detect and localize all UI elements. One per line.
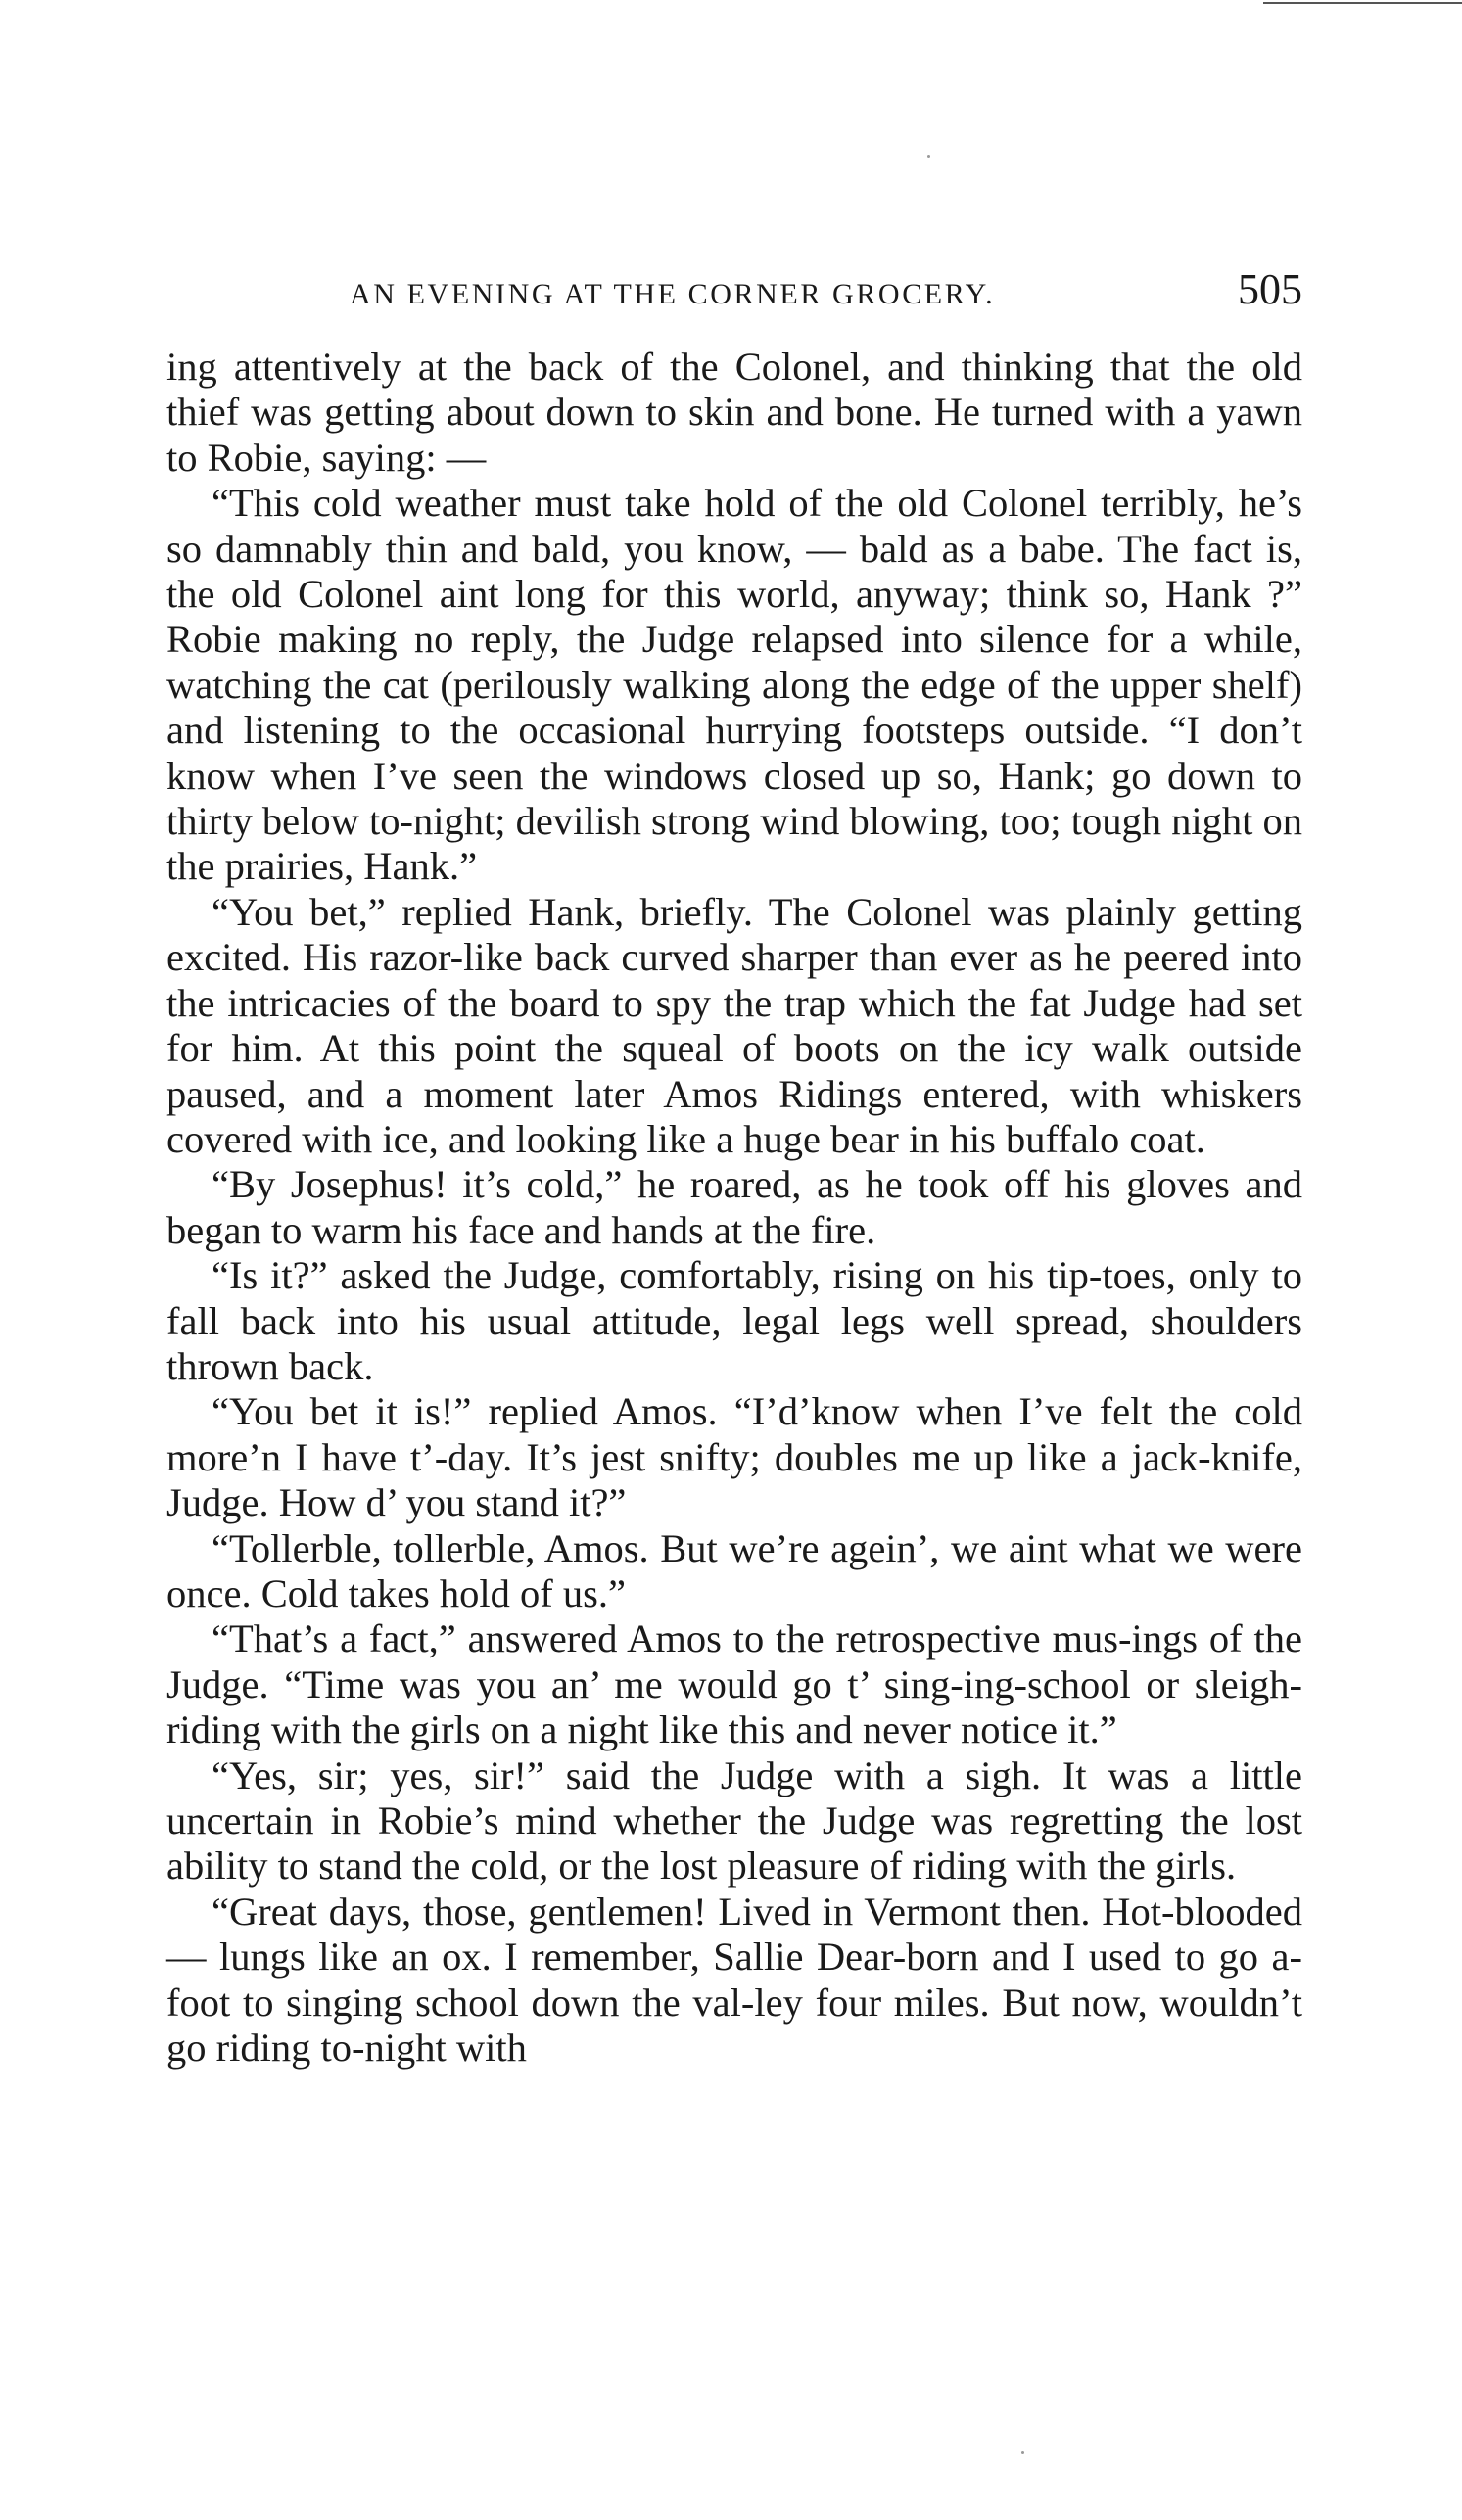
page-header <box>166 264 1302 323</box>
top-edge-rule <box>1263 2 1462 4</box>
paragraph-1: ing attentively at the back of the Colonel, and thinking that the old thief was getting about down to skin and bone. He turned with a yawn to Robie, saying: — <box>166 345 1302 480</box>
paragraph-6: “You bet it is!” replied Amos. “I’d’know when I’ve felt the cold more’n I have t’-day. It’s jest snifty; doubles me up like a jack-knife, Judge. How d’ you stand it?” <box>166 1389 1302 1525</box>
paragraph-3: “You bet,” replied Hank, briefly. The Colonel was plainly getting excited. His razor-like back curved sharper than ever as he peered into the intricacies of the board to spy the trap which the fat Judge had set for him. At this point the squeal of boots on the icy walk outside paused, and a moment later Amos Ridings entered, with whiskers covered with ice, and looking like a huge bear in his buffalo coat. <box>166 889 1302 1161</box>
paper-speck <box>1021 2451 1024 2454</box>
paragraph-8: “That’s a fact,” answered Amos to the retrospective mus-ings of the Judge. “Time was you an’ me would go t’ sing-ing-school or sleigh-riding with the girls on a night like this and never notice it.” <box>166 1616 1302 1752</box>
paper-speck <box>927 155 930 158</box>
paragraph-7: “Tollerble, tollerble, Amos. But we’re agein’, we aint what we were once. Cold takes hold of us.” <box>166 1525 1302 1615</box>
body-text <box>166 345 1302 2071</box>
page-number: 505 <box>1238 265 1302 313</box>
paragraph-9: “Yes, sir; yes, sir!” said the Judge with a sigh. It was a little uncertain in Robie’s mind whether the Judge was regretting the lost ability to stand the cold, or the lost pleasure of riding with the girls. <box>166 1752 1302 1889</box>
running-head: AN EVENING AT THE CORNER GROCERY. <box>350 278 996 310</box>
paragraph-10: “Great days, those, gentlemen! Lived in Vermont then. Hot-blooded — lungs like an ox. I remember, Sallie Dear-born and I used to go a-foot to singing school down the val-ley four miles. But now, wouldn’t go riding to-night with <box>166 1889 1302 2071</box>
paragraph-2: “This cold weather must take hold of the old Colonel terribly, he’s so damnably thin and bald, you know, — bald as a babe. The fact is, the old Colonel aint long for this world, anyway; think so, Hank ?” Robie making no reply, the Judge relapsed into silence for a while, watching the cat (perilously walking along the edge of the upper shelf) and listening to the occasional hurrying footsteps outside. “I don’t know when I’ve seen the windows closed up so, Hank; go down to thirty below to-night; devilish strong wind blowing, too; tough night on the prairies, Hank.” <box>166 481 1302 889</box>
paragraph-4: “By Josephus! it’s cold,” he roared, as he took off his gloves and began to warm his face and hands at the fire. <box>166 1162 1302 1252</box>
paragraph-5: “Is it?” asked the Judge, comfortably, rising on his tip-toes, only to fall back into his usual attitude, legal legs well spread, shoulders thrown back. <box>166 1253 1302 1388</box>
